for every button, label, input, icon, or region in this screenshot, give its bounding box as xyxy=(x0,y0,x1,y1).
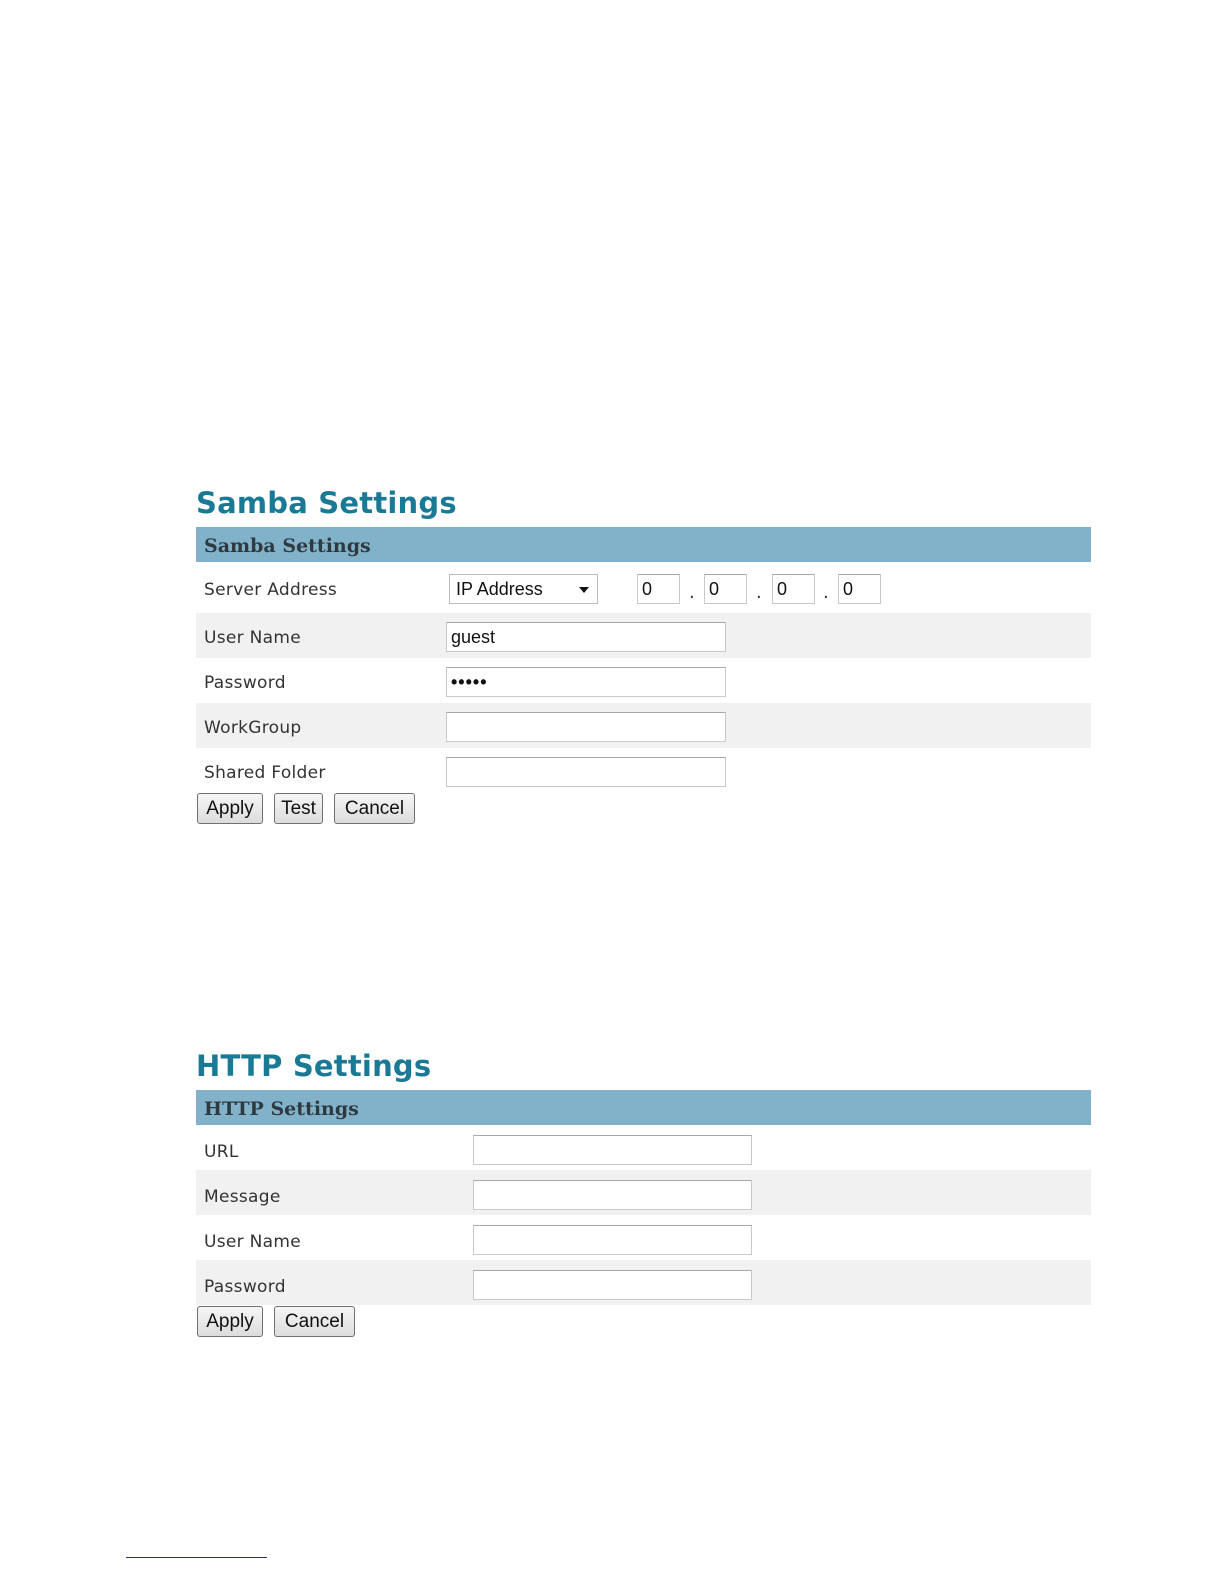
server-address-label: Server Address xyxy=(204,580,338,600)
http-user-name-label: User Name xyxy=(204,1232,302,1252)
samba-password-row xyxy=(196,658,1091,703)
workgroup-label: WorkGroup xyxy=(204,718,302,738)
http-apply-button[interactable]: Apply xyxy=(197,1306,263,1337)
shared-folder-label: Shared Folder xyxy=(204,763,326,783)
ip-separator: . xyxy=(689,582,695,603)
samba-page-title: Samba Settings xyxy=(196,486,457,520)
samba-settings-section xyxy=(196,486,1091,826)
samba-apply-button[interactable]: Apply xyxy=(197,793,263,824)
http-password-input[interactable] xyxy=(473,1270,752,1300)
ip-octet-1-input[interactable]: 0 xyxy=(637,574,680,604)
http-user-name-input[interactable] xyxy=(473,1225,752,1255)
url-input[interactable] xyxy=(473,1135,752,1165)
url-row xyxy=(196,1125,1091,1170)
workgroup-input[interactable] xyxy=(446,712,726,742)
samba-panel-header: Samba Settings xyxy=(196,527,1091,562)
samba-user-name-input[interactable]: guest xyxy=(446,622,726,652)
footnote-divider xyxy=(126,1557,267,1558)
samba-test-button[interactable]: Test xyxy=(274,793,323,824)
shared-folder-row xyxy=(196,748,1091,788)
ip-octet-4-input[interactable]: 0 xyxy=(838,574,881,604)
ip-separator: . xyxy=(823,582,829,603)
ip-octet-3-input[interactable]: 0 xyxy=(772,574,815,604)
url-label: URL xyxy=(204,1142,239,1162)
samba-password-input[interactable]: ••••• xyxy=(446,667,726,697)
samba-password-label: Password xyxy=(204,673,286,693)
samba-user-name-label: User Name xyxy=(204,628,302,648)
http-panel-header: HTTP Settings xyxy=(196,1090,1091,1125)
http-cancel-button[interactable]: Cancel xyxy=(274,1306,355,1337)
shared-folder-input[interactable] xyxy=(446,757,726,787)
chevron-down-icon xyxy=(579,587,589,593)
http-settings-section xyxy=(196,1049,1091,1339)
message-input[interactable] xyxy=(473,1180,752,1210)
ip-octet-2-input[interactable]: 0 xyxy=(704,574,747,604)
http-password-label: Password xyxy=(204,1277,286,1297)
server-address-type-value: IP Address xyxy=(456,579,543,599)
samba-cancel-button[interactable]: Cancel xyxy=(334,793,415,824)
workgroup-row xyxy=(196,703,1091,748)
http-user-name-row xyxy=(196,1215,1091,1260)
server-address-row xyxy=(196,568,1091,613)
http-page-title: HTTP Settings xyxy=(196,1049,432,1083)
ip-separator: . xyxy=(756,582,762,603)
server-address-type-select[interactable] xyxy=(449,574,598,604)
message-row xyxy=(196,1170,1091,1215)
http-password-row xyxy=(196,1260,1091,1305)
message-label: Message xyxy=(204,1187,281,1207)
samba-user-name-row xyxy=(196,613,1091,658)
